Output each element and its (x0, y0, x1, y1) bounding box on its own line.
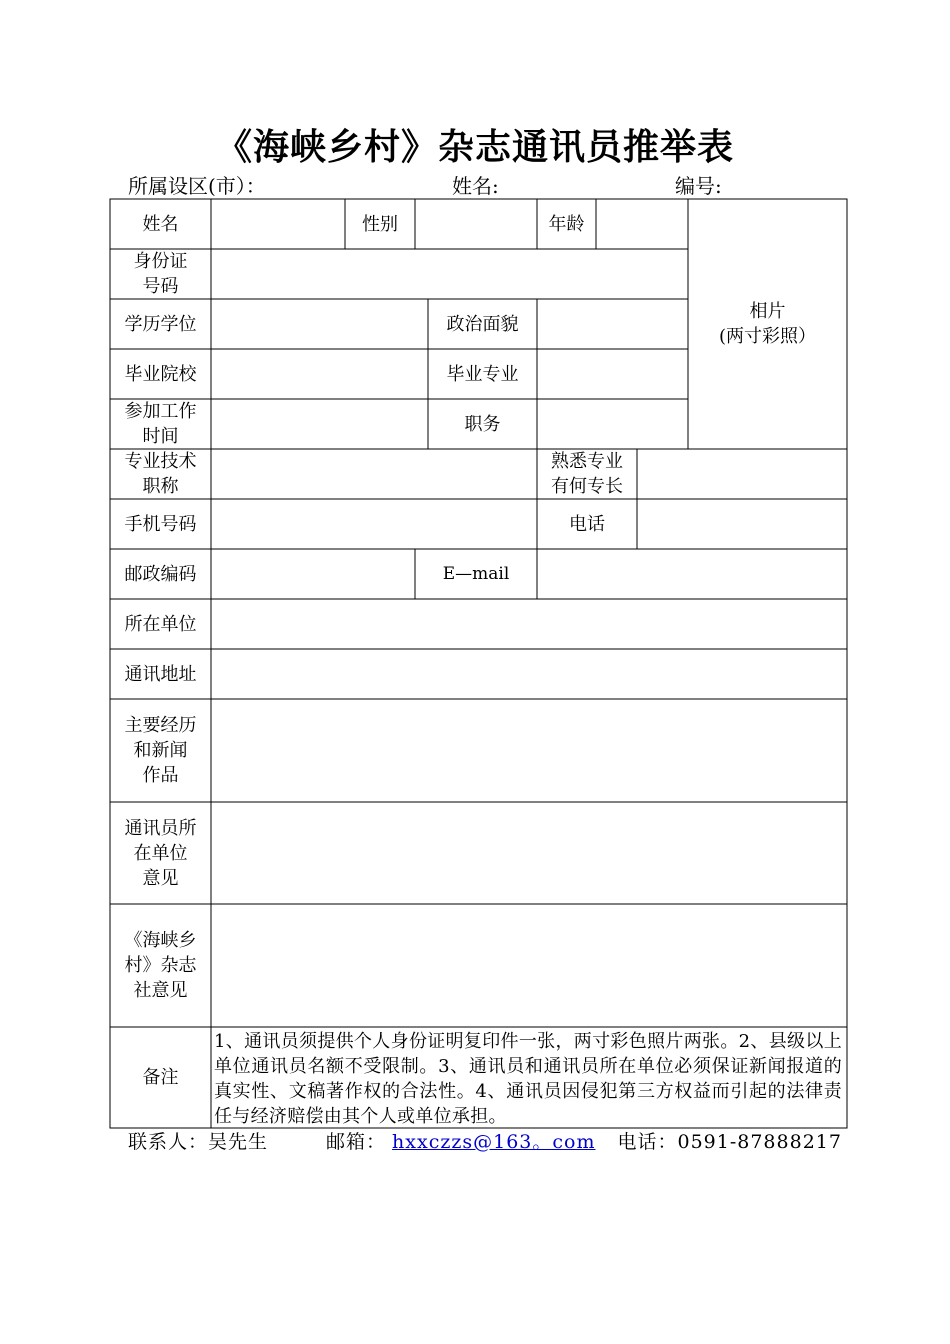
unit-opinion-field[interactable] (211, 802, 847, 904)
gender-label: 性别 (362, 213, 398, 235)
school-field[interactable] (211, 349, 428, 399)
political-label: 政治面貌 (446, 313, 519, 335)
magazine-opinion-label: 《海峡乡 村》杂志 社意见 (124, 930, 197, 1001)
contact-person: 联系人：吴先生 (128, 1131, 269, 1153)
mailbox-label: 邮箱： (326, 1131, 387, 1153)
unit-label: 所在单位 (124, 613, 197, 635)
email-label: E—mail (442, 563, 510, 584)
education-field[interactable] (211, 299, 428, 349)
school-label: 毕业院校 (124, 363, 197, 385)
email-field[interactable] (537, 549, 847, 599)
name-header-label: 姓名: (452, 174, 499, 198)
specialty-field[interactable] (637, 449, 847, 499)
major-label: 毕业专业 (446, 363, 519, 385)
contact-footer (128, 1128, 842, 1156)
postcode-field[interactable] (211, 549, 415, 599)
district-label: 所属设区(市）： (128, 174, 266, 198)
gender-field[interactable] (415, 199, 537, 249)
contact-phone: 电话：0591-87888217 (617, 1131, 842, 1153)
age-field[interactable] (596, 199, 688, 249)
title-field[interactable] (211, 449, 537, 499)
form-title: 《海峡乡村》杂志通讯员推举表 (215, 126, 734, 168)
name-field[interactable] (211, 199, 345, 249)
postcode-label: 邮政编码 (124, 563, 197, 585)
position-field[interactable] (537, 399, 688, 449)
major-field[interactable] (537, 349, 688, 399)
id-number-field[interactable] (211, 249, 688, 299)
experience-field[interactable] (211, 699, 847, 802)
work-start-label: 参加工作 时间 (124, 401, 197, 447)
address-field[interactable] (211, 649, 847, 699)
work-start-field[interactable] (211, 399, 428, 449)
title-label: 专业技术 职称 (124, 451, 197, 497)
age-label: 年龄 (548, 213, 585, 235)
mobile-field[interactable] (211, 499, 537, 549)
mailbox-link[interactable]: hxxczzs@163。com (392, 1131, 596, 1153)
number-header-label: 编号: (675, 174, 722, 198)
unit-opinion-label: 通讯员所 在单位 意见 (124, 817, 197, 889)
magazine-opinion-field[interactable] (211, 904, 847, 1027)
photo-placeholder: 相片 (两寸彩照） (718, 301, 817, 347)
unit-field[interactable] (211, 599, 847, 649)
phone-label: 电话 (569, 513, 605, 535)
position-label: 职务 (464, 413, 501, 435)
experience-label: 主要经历 和新闻 作品 (124, 715, 197, 786)
remarks-text: 1、通讯员须提供个人身份证明复印件一张，两寸彩色照片两张。2、县级以上单位通讯员名额不受限制。3、通讯员和通讯员所在单位必须保证新闻报道的真实性、文稿著作权的合法性。4、通讯员因侵犯第三方权益而引起的法律责任与经济赔偿由其个人或单位承担。 (214, 1031, 842, 1127)
address-label: 通讯地址 (124, 663, 197, 685)
remarks-label: 备注 (142, 1067, 179, 1088)
phone-field[interactable] (637, 499, 847, 549)
id-number-label: 身份证 号码 (133, 251, 188, 297)
political-field[interactable] (537, 299, 688, 349)
specialty-label: 熟悉专业 有何专长 (551, 451, 623, 497)
mobile-label: 手机号码 (124, 513, 197, 535)
education-label: 学历学位 (124, 313, 197, 335)
name-label: 姓名 (142, 213, 179, 235)
